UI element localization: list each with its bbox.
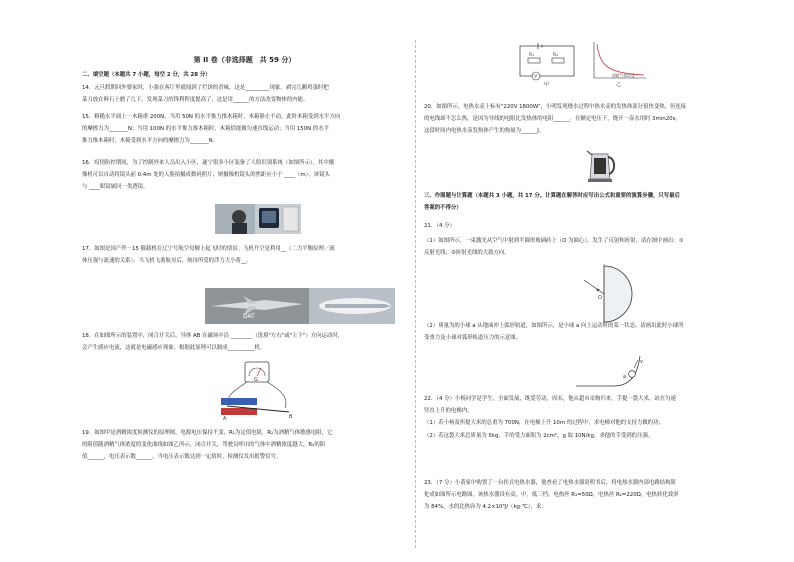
q18-line: 会产生感应电流，这就是电磁感应现象，根据此原理可以制成__________机。: [82, 345, 266, 352]
q16-line: 像机可以自动将镜头前 0.4m 处的人脸拍摄成数码照片，则摄像机镜头的焦距应小于 ____（m），该镜头: [82, 172, 330, 179]
face-recognition-photo: [215, 204, 301, 234]
sec3-line: 三、作图题与计算题（本题共 3 小题，共 17 分。计算题在解答时应写出公式和重要的演算步骤，只写最后: [424, 193, 680, 199]
svg-text:A: A: [223, 416, 227, 422]
induction-apparatus-figure: [215, 360, 307, 422]
galvanometer-label: G: [254, 377, 258, 383]
q16-line: 与 ____眼镜属同一类透镜。: [82, 184, 149, 191]
q21-2-line: （2）质量为的小球 a 从地面冲上弧形轨道，如图所示，是小球 a 向上运动时的某一状态，请画出此时小球所: [424, 323, 684, 329]
q17-line: 体压强与流速的关系）。当飞机飞离航母后，航母所受的浮力大小将__。: [82, 258, 252, 265]
q21-1-line: （1）如图所示，一束激光从空气中射到半圆形玻璃砖上（O 为圆心），发生了反射和折射，请在图中画出：①: [424, 238, 684, 244]
q16-line: 16．疫情防控期间，为了控制外来人员出入小区，遂宁很多小区装备了人脸识别系统（如图所示）。其中摄: [82, 160, 335, 166]
sec3-line: 答案的不得分）: [424, 205, 462, 212]
q21-2-line: 受重力及小球对弧形轨道压力的示意图。: [424, 335, 522, 342]
left-column: [82, 0, 407, 562]
alcohol-detector-figure: [514, 40, 664, 88]
center-o-label: O: [598, 295, 602, 301]
section-title: 第 II 卷（非选择题 共 59 分）: [193, 56, 296, 64]
svg-text:B: B: [289, 414, 293, 420]
figure-b-label: 乙: [616, 82, 622, 88]
svg-text:V: V: [534, 73, 538, 79]
q21-1-line: 反射光线；②折射光线的大致方向。: [424, 250, 510, 257]
q19-line: 值______，电压表示数______，当电压表示数达到一定值时，检测仪发出报警信号。: [82, 454, 282, 461]
x-axis-label: 酒精气体浓度: [612, 73, 635, 78]
electric-kettle-photo: [584, 146, 618, 182]
q17-line: 17．如图是国产歼－15 舰载机在辽宁号航空母舰上起飞时的情景。飞机升空是利用__（二力平衡原理／流: [82, 246, 335, 252]
question-14: [82, 85, 407, 103]
q20-line: 20．如图所示，电热水壶上标有"220V 1800W"，小明发现烧水过程中热水壶的发热体部分很快变热，但连接: [424, 104, 687, 110]
q14-line: 14．元旦假期回外婆家时，小强在客厅里就闻到了烂饼的香味，这是_________现象，剥完几颗鸡蛋时把: [82, 85, 329, 91]
q23-line: 23．（7 分）小黄家中购置了一台挂式电热水器，他查看了电热水器说明书后，将电热水器内部电路结构简: [424, 480, 676, 486]
question-22: [424, 396, 756, 439]
q20-line: 这段时间内电热水壶发热体产生的热量为______J。: [424, 128, 545, 135]
fill-in-heading: 二、填空题（本题共 7 小题，每空 2 分，共 28 分）: [82, 72, 211, 78]
question-18: [82, 333, 407, 351]
q19-line: 的阻值随酒精气体浓度的变化曲线如图乙所示，闭合开关，驾驶员呼出的气体中酒精浓度越大，R₂的阻: [82, 442, 326, 449]
question-20: [424, 104, 756, 135]
question-15: [82, 114, 407, 145]
ball-a-label: a: [623, 374, 627, 380]
q18-line: 18．在如图所示的装置中，闭合开关后，导体 AB 在磁场中沿 ________（选填"左右"或"上下"）方向运动时，: [82, 333, 344, 339]
right-column: [424, 0, 756, 562]
q20-line: 的电线却不怎么热，是因为导线的电阻比发热体的电阻______。在额定电压下，烧开一壶水用时 3min20s，: [424, 116, 681, 123]
curved-track-figure: [574, 352, 654, 388]
q22-line: 竖直上升的电梯内。: [424, 408, 473, 415]
velocity-label: v: [640, 359, 643, 365]
question-23: [424, 480, 756, 511]
figure-a-label: 甲: [544, 82, 550, 88]
question-16: [82, 160, 407, 191]
q15-line: 的摩擦力为_______N；当用 100N 的水平推力推木箱时，木箱恰能做匀速直线运动；当用 150N 的水平: [82, 126, 330, 133]
q22-line: （1）若小杨及所提大米的总重为 700N，在电梯上升 10m 的过程中，求电梯对他的支持力做的功；: [424, 420, 664, 427]
q23-line: 为 84%，水的比热容为 4.2×10³J/（kg·℃），求：: [424, 504, 547, 511]
semicircle-glass-figure: [582, 264, 646, 324]
question-17: [82, 246, 407, 264]
q22-line: 22．（4 分）小杨同学是学生，全面发展，既爱劳动，周末，他从超市采购归来，手提一袋大米，站在匀速: [424, 396, 676, 402]
question-21-part-2: [424, 323, 756, 341]
q23-line: 化成如图所示电路图，该热水器设有高，中，低三档，电热丝 R₁=50Ω，电热丝 R₂=220Ω，电热转化效率: [424, 492, 679, 499]
q15-line: 推力推木箱时，木箱受到水平方向的摩擦力为_______N。: [82, 138, 219, 145]
question-21-heading: 21．（4 分）: [424, 223, 455, 229]
carrier-jet-photos: [205, 288, 395, 324]
question-21-part-1: [424, 238, 756, 256]
q15-line: 15．粗糙水平面上一木箱重 200N，当用 50N 的水平推力推木箱时，木箱静止不动，此时木箱受到水平方向: [82, 114, 341, 120]
question-19: [82, 430, 407, 461]
svg-text:DAT: DAT: [243, 313, 255, 320]
q22-line: （2）若这袋大米总质量为 5kg，手的受力面积为 2cm²，g 取 10N/kg，求他的手受到的压强。: [424, 432, 654, 439]
r2-label: R₂: [553, 53, 558, 58]
r1-label: R₁: [529, 53, 534, 58]
column-divider: [415, 40, 416, 548]
q14-line: 菜刀放在鲜石上磨了几下，发现菜刀的锋利程度提高了，这是用______的方法改变物体的内能。: [82, 97, 309, 104]
q19-line: 19．如图甲是酒精浓度检测仪的原理图，电源电压保持不变，R₁为定值电阻，R₂为酒精气体敏感电阻，它: [82, 430, 333, 436]
calculation-heading: [424, 193, 756, 211]
